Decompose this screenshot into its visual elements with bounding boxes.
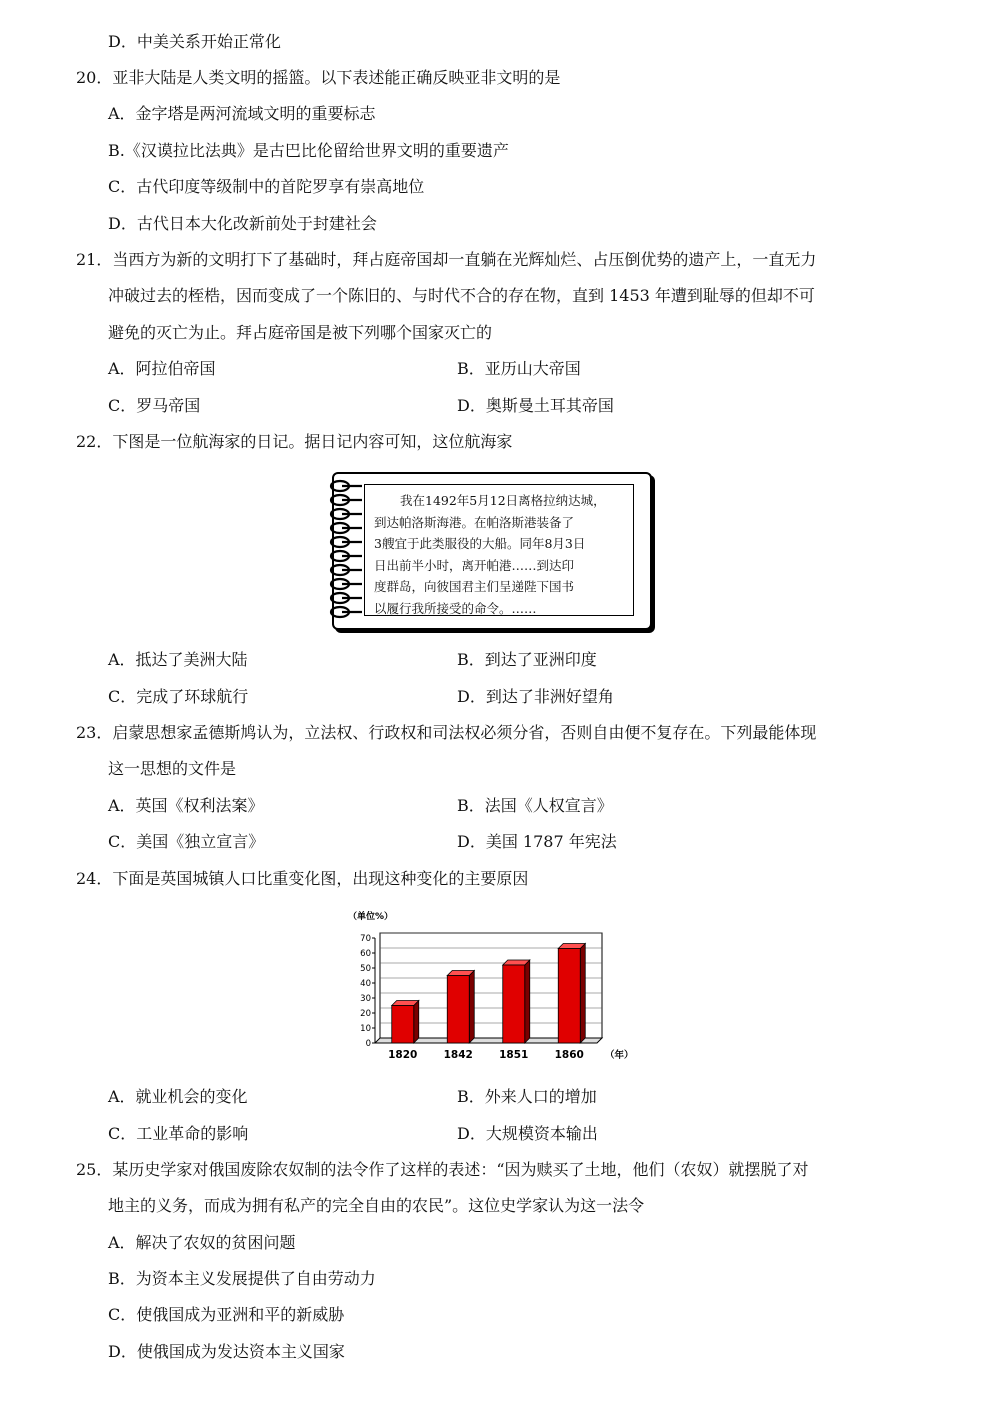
chart-y-tick-label: 50 [360,964,371,974]
q25-option-a: A．解决了农奴的贫困问题 [108,1233,296,1252]
diary-line: 3艘宜于此类服役的大船。同年8月3日 [374,536,586,551]
diary-figure [322,468,650,631]
chart-x-tick-label: 1820 [388,1049,418,1061]
chart-x-tick-label: 1860 [554,1049,584,1061]
chart-y-tick-label: 30 [360,994,371,1004]
diary-line: 度群岛，向彼国君主们呈递陛下国书 [374,579,575,594]
chart-bar-side [580,944,585,1044]
chart-x-label: （年） [605,1050,634,1061]
chart-bar [503,965,525,1043]
q22-option-a: A．抵达了美洲大陆 [108,650,248,669]
diary-line: 我在1492年5月12日离格拉纳达城， [400,493,606,508]
chart-svg [340,905,634,1065]
chart-y-tick-label: 0 [365,1039,371,1049]
q24-option-a: A．就业机会的变化 [108,1087,248,1106]
q20-option-d: D．古代日本大化改新前处于封建社会 [108,214,377,233]
q20-option-c: C．古代印度等级制中的首陀罗享有崇高地位 [108,177,425,196]
diary-text [374,490,626,619]
chart-bar-side [525,960,530,1043]
q24-stem: 24．下面是英国城镇人口比重变化图，出现这种变化的主要原因 [76,869,529,888]
q23-option-d: D．美国 1787 年宪法 [457,832,617,851]
prev-option-d: D．中美关系开始正常化 [108,32,281,51]
chart-bar [447,976,469,1044]
q21-stem-line3: 避免的灭亡为止。拜占庭帝国是被下列哪个国家灭亡的 [108,323,493,342]
urban-population-chart [340,905,634,1065]
q21-option-b: B．亚历山大帝国 [457,359,581,378]
q25-stem-line1: 25．某历史学家对俄国废除农奴制的法令作了这样的表述：“因为赎买了土地，他们（农奴）就摆脱了对 [76,1160,809,1179]
q22-option-d: D．到达了非洲好望角 [457,687,614,706]
q21-option-c: C．罗马帝国 [108,396,201,415]
chart-y-tick-label: 60 [360,949,371,959]
spiral-binding-icon [322,476,362,626]
q21-stem-line2: 冲破过去的桎梏，因而变成了一个陈旧的、与时代不合的存在物，直到 1453 年遭到耻辱的但却不可 [108,286,815,305]
q22-option-c: C．完成了环球航行 [108,687,249,706]
chart-bar-side [414,1001,419,1044]
chart-unit-label: （单位%） [348,912,394,922]
chart-bar-top [447,971,474,976]
chart-x-tick-label: 1842 [443,1049,473,1061]
q23-stem-line2: 这一思想的文件是 [108,759,237,778]
q21-stem-line1: 21．当西方为新的文明打下了基础时，拜占庭帝国却一直躺在光辉灿烂、占压倒优势的遗产上，一直无力 [76,250,817,269]
q20-option-b: B.《汉谟拉比法典》是古巴比伦留给世界文明的重要遗产 [108,141,509,160]
diary-line: 以履行我所接受的命令。…… [374,600,537,616]
diary-line: 日出前半小时，离开帕港……到达印 [374,557,575,573]
q21-option-d: D．奥斯曼土耳其帝国 [457,396,614,415]
q22-option-b: B．到达了亚洲印度 [457,650,597,669]
chart-x-tick-label: 1851 [499,1049,529,1061]
q23-option-a: A．英国《权利法案》 [108,796,264,815]
chart-bar [392,1006,414,1044]
q24-option-b: B．外来人口的增加 [457,1087,597,1106]
chart-bar-side [469,971,474,1044]
q25-option-c: C．使俄国成为亚洲和平的新威胁 [108,1305,345,1324]
q25-option-d: D．使俄国成为发达资本主义国家 [108,1342,345,1361]
q23-option-b: B．法国《人权宣言》 [457,796,613,815]
q25-option-b: B．为资本主义发展提供了自由劳动力 [108,1269,376,1288]
chart-bar-top [503,960,530,965]
q24-option-d: D．大规模资本输出 [457,1124,598,1143]
q21-option-a: A．阿拉伯帝国 [108,359,216,378]
q23-stem-line1: 23．启蒙思想家孟德斯鸠认为，立法权、行政权和司法权必须分省，否则自由便不复存在。下列最能体现 [76,723,817,742]
q24-option-c: C．工业革命的影响 [108,1124,249,1143]
chart-bar-top [558,944,585,949]
q20-stem: 20．亚非大陆是人类文明的摇篮。以下表述能正确反映亚非文明的是 [76,68,561,87]
chart-y-tick-label: 70 [360,934,371,944]
chart-bar [558,949,580,1044]
chart-y-tick-label: 20 [360,1009,371,1019]
q23-option-c: C．美国《独立宣言》 [108,832,265,851]
chart-y-tick-label: 40 [360,979,371,989]
q25-stem-line2: 地主的义务，而成为拥有私产的完全自由的农民”。这位史学家认为这一法令 [108,1196,645,1215]
q20-option-a: A．金字塔是两河流域文明的重要标志 [108,104,376,123]
diary-line: 到达帕洛斯海港。在帕洛斯港装备了 [374,514,575,530]
q22-stem: 22．下图是一位航海家的日记。据日记内容可知，这位航海家 [76,432,513,451]
chart-y-tick-label: 10 [360,1024,371,1034]
chart-bar-top [392,1001,419,1006]
